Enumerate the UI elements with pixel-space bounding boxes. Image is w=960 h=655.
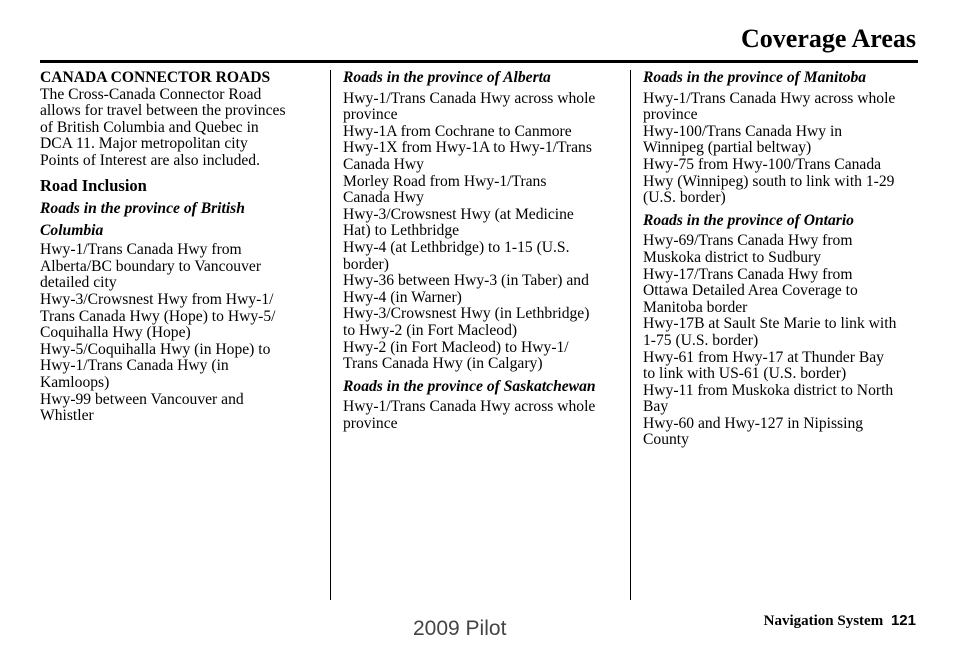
section-heading: CANADA CONNECTOR ROADS [40,69,271,86]
road-line: Hwy-17/Trans Canada Hwy from [643,265,853,283]
road-line: Hwy-4 (in Warner) [343,288,462,306]
ontario-heading: Roads in the province of Ontario [643,211,854,229]
intro-paragraph [40,87,322,170]
page-footer [764,612,916,630]
bc-heading-line: Roads in the province of British [40,200,245,218]
road-line: Hwy-99 between Vancouver and [40,390,244,408]
road-line: Winnipeg (partial beltway) [643,139,812,157]
road-line: Hwy-60 and Hwy-127 in Nipissing [643,414,864,432]
intro-line: of British Columbia and Quebec in [40,118,259,136]
road-line: province [643,106,698,124]
road-line: Hwy-69/Trans Canada Hwy from [643,232,853,250]
column-divider-2 [630,70,631,600]
road-line: Bay [643,398,669,416]
column-divider-1 [330,70,331,600]
road-line: Kamloops) [40,373,110,391]
road-line: detailed city [40,274,117,292]
intro-line: Points of Interest are also included. [40,151,260,169]
road-line: Muskoka district to Sudbury [643,248,822,266]
road-line: Hwy-2 (in Fort Macleod) to Hwy-1/ [343,338,569,356]
saskatchewan-roads-list [343,399,621,432]
road-line: Hwy-1/Trans Canada Hwy (in [40,357,229,375]
column-2 [343,70,621,432]
ontario-roads-list [643,233,923,449]
road-line: Hwy-17B at Sault Ste Marie to link with [643,315,897,333]
road-line: Hwy-1A from Cochrane to Canmore [343,122,572,140]
road-line: Whistler [40,407,94,425]
road-line: Canada Hwy [343,155,424,173]
road-line: County [643,431,689,449]
road-line: 1-75 (U.S. border) [643,331,759,349]
road-line: Hwy-4 (at Lethbridge) to 1-15 (U.S. [343,238,570,256]
bc-heading [40,198,322,242]
road-line: Hwy-1X from Hwy-1A to Hwy-1/Trans [343,139,592,157]
footer-section-label: Navigation System [763,613,884,629]
page-title: Coverage Areas [741,24,916,53]
road-line: province [343,106,398,124]
saskatchewan-heading: Roads in the province of Saskatchewan [343,377,596,395]
column-3 [643,70,923,449]
road-line: Hwy-5/Coquihalla Hwy (in Hope) to [40,340,271,358]
road-inclusion-heading: Road Inclusion [40,175,147,195]
road-line: Hwy-1/Trans Canada Hwy across whole [643,89,896,107]
intro-line: The Cross-Canada Connector Road [40,85,262,103]
road-line: Trans Canada Hwy (in Calgary) [343,355,543,373]
road-line: Hat) to Lethbridge [343,222,460,240]
manitoba-heading: Roads in the province of Manitoba [643,69,867,86]
intro-line: DCA 11. Major metropolitan city [40,135,248,153]
road-line: border) [343,255,389,273]
watermark: 2009 Pilot [413,617,507,640]
road-line: Hwy-1/Trans Canada Hwy across whole [343,398,596,416]
road-line: Trans Canada Hwy (Hope) to Hwy-5/ [40,307,276,325]
road-line: Alberta/BC boundary to Vancouver [40,257,262,275]
road-line: Hwy-11 from Muskoka district to North [643,381,894,399]
manitoba-roads-list [643,91,923,207]
road-line: Canada Hwy [343,189,424,207]
bc-roads-list [40,242,322,425]
road-line: Manitoba border [643,298,748,316]
alberta-roads-list [343,91,621,373]
road-line: to link with US-61 (U.S. border) [643,365,847,383]
bc-heading-line: Columbia [40,222,104,240]
road-line: Coquihalla Hwy (Hope) [40,324,191,342]
road-line: Hwy-3/Crowsnest Hwy from Hwy-1/ [40,290,274,308]
road-line: Morley Road from Hwy-1/Trans [343,172,547,190]
road-line: Hwy-100/Trans Canada Hwy in [643,122,843,140]
road-line: Ottawa Detailed Area Coverage to [643,282,858,300]
road-line: to Hwy-2 (in Fort Macleod) [343,321,518,339]
page-number: 121 [890,612,916,629]
intro-line: allows for travel between the provinces [40,102,286,120]
road-line: Hwy-3/Crowsnest Hwy (at Medicine [343,205,574,223]
road-line: Hwy-1/Trans Canada Hwy from [40,241,242,259]
road-line: Hwy (Winnipeg) south to link with 1-29 [643,172,895,190]
road-line: Hwy-61 from Hwy-17 at Thunder Bay [643,348,884,366]
road-line: Hwy-36 between Hwy-3 (in Taber) and [343,272,589,290]
alberta-heading: Roads in the province of Alberta [343,69,551,86]
road-line: Hwy-3/Crowsnest Hwy (in Lethbridge) [343,305,590,323]
road-line: (U.S. border) [643,189,726,207]
column-1 [40,70,322,425]
road-line: province [343,414,398,432]
road-line: Hwy-1/Trans Canada Hwy across whole [343,89,596,107]
header-divider [40,60,918,63]
road-line: Hwy-75 from Hwy-100/Trans Canada [643,155,882,173]
